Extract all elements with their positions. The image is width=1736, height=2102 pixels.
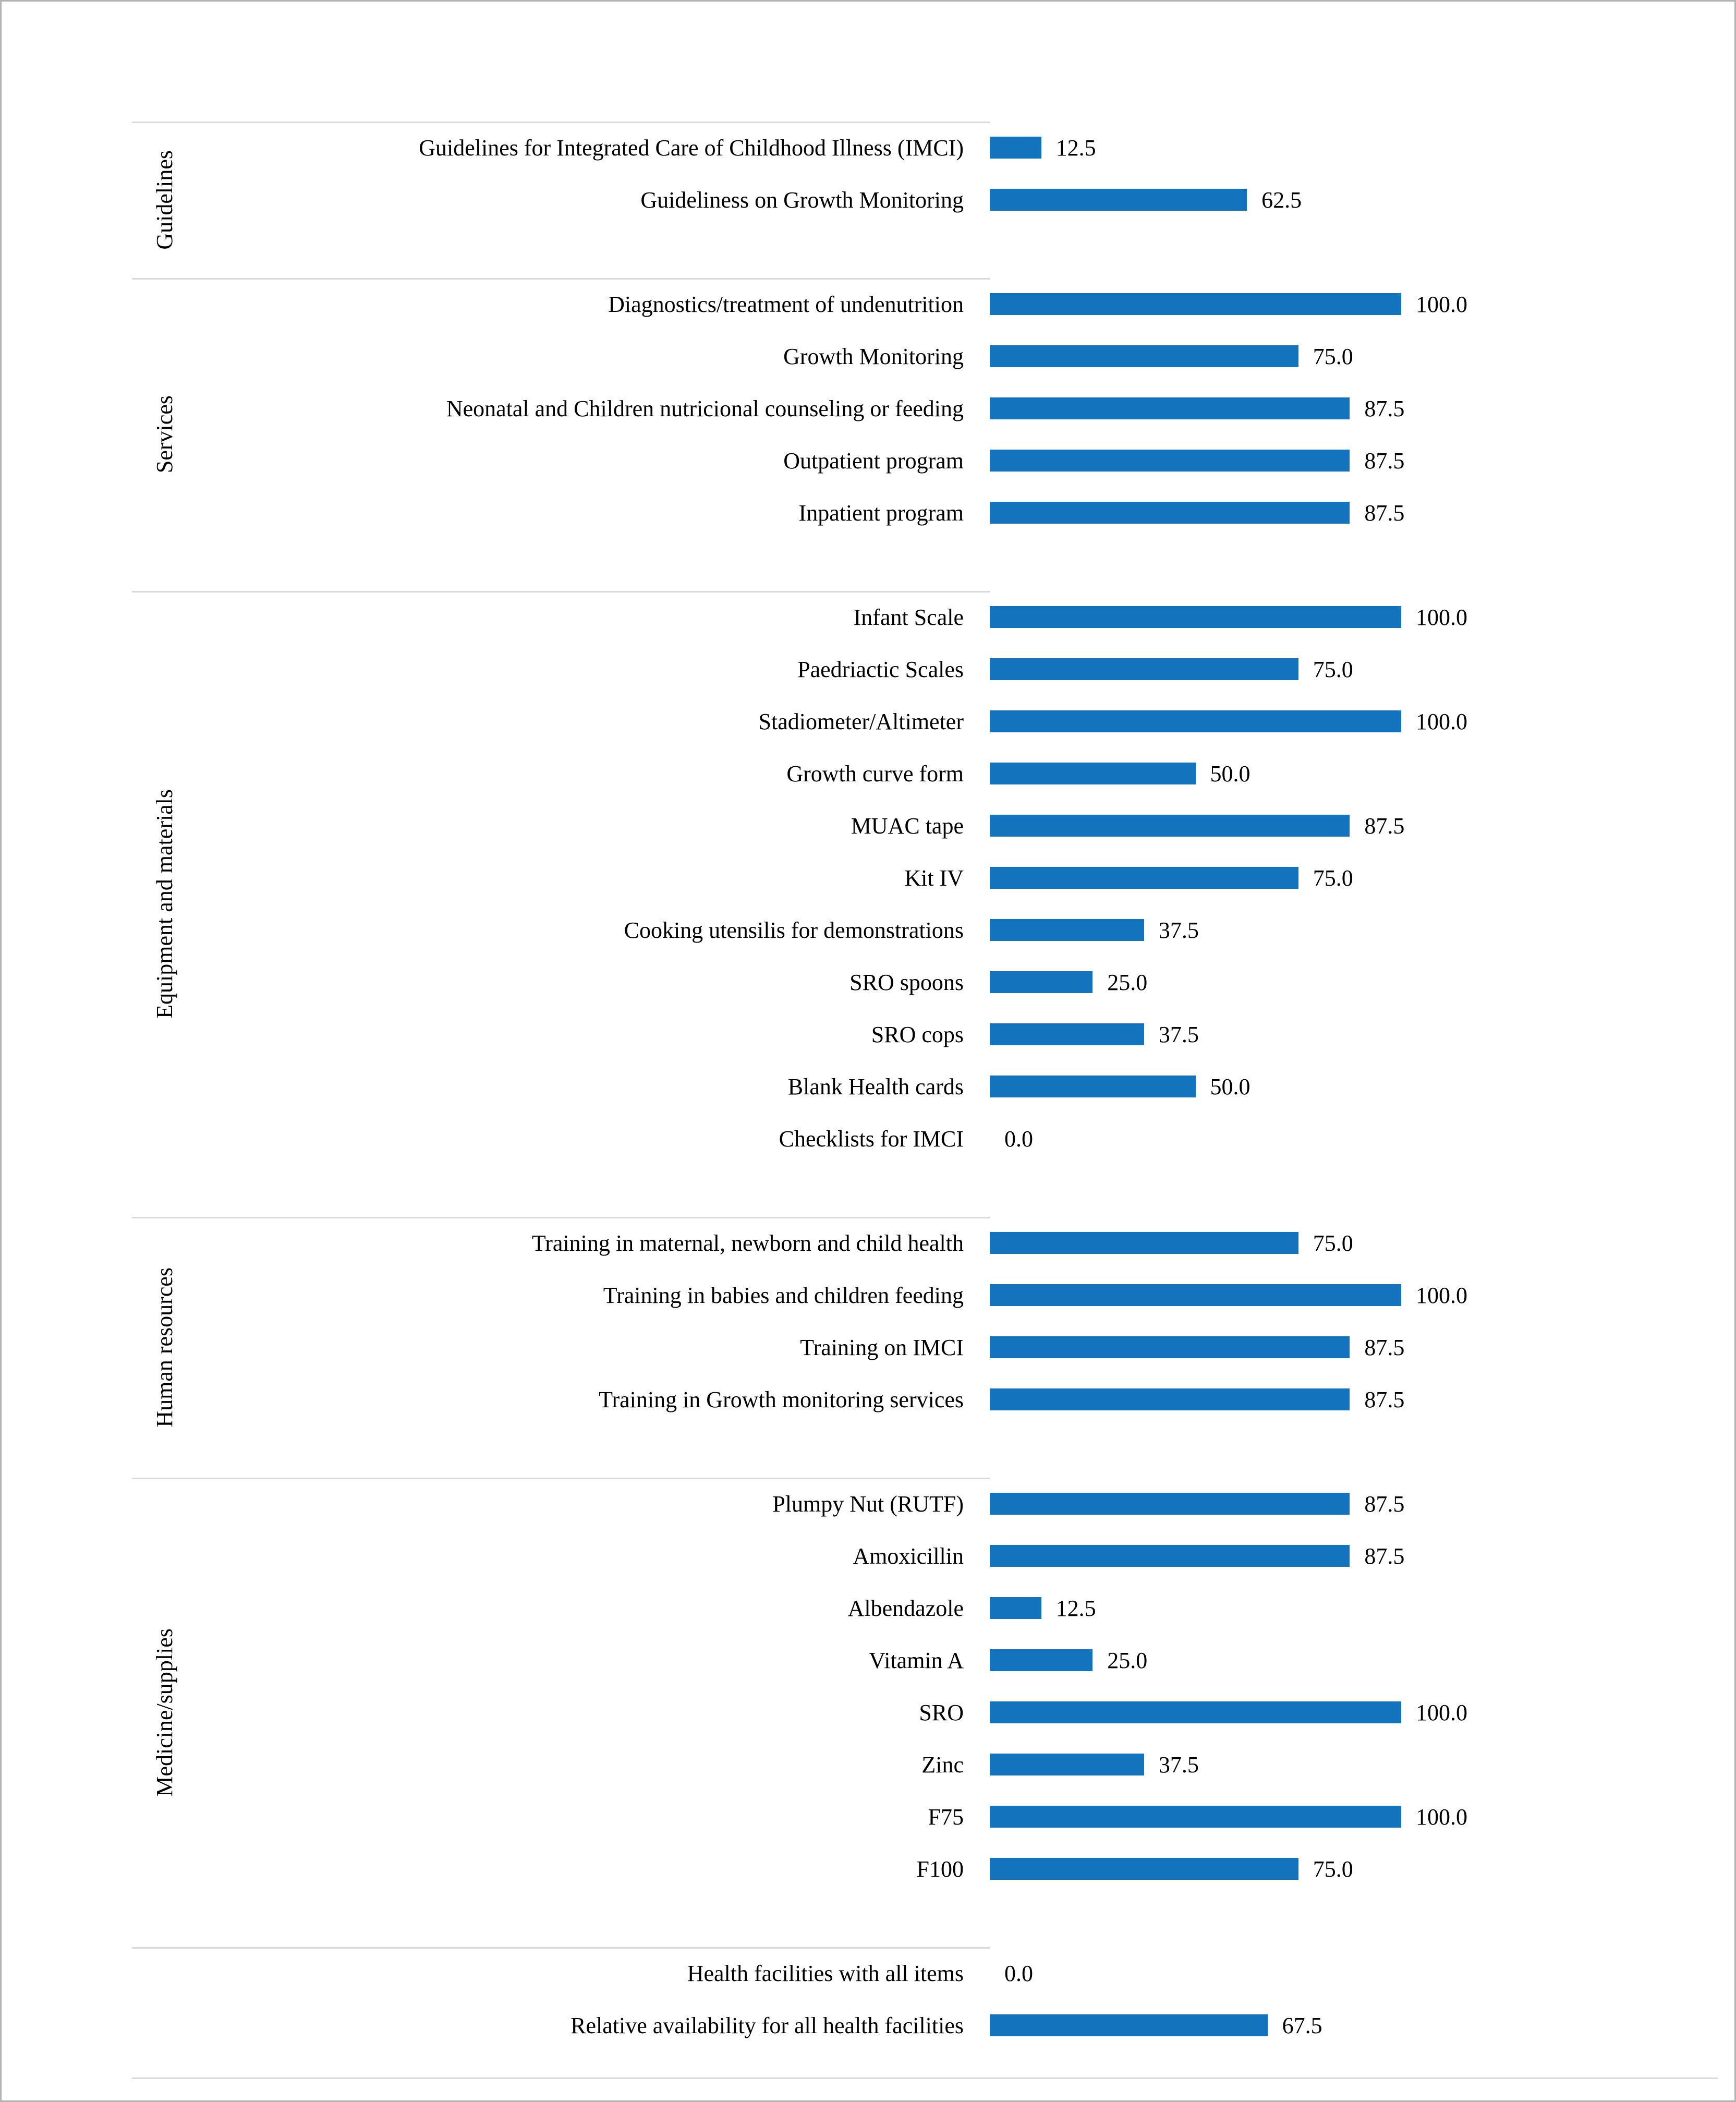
bar-area xyxy=(990,1021,1718,1048)
category-label: SRO spoons xyxy=(849,969,964,995)
category-label: F100 xyxy=(916,1856,964,1882)
chart-group xyxy=(132,591,1718,1217)
value-label: 100.0 xyxy=(1416,708,1467,734)
group-rows xyxy=(197,1947,1718,2077)
group-separator-line xyxy=(132,1947,990,1949)
bar-area xyxy=(990,1282,1718,1309)
value-label: 87.5 xyxy=(1364,448,1405,474)
bar xyxy=(990,1597,1041,1619)
value-label: 100.0 xyxy=(1416,604,1467,630)
chart-row xyxy=(197,852,1718,904)
bar xyxy=(990,345,1298,367)
bar-area xyxy=(990,656,1718,683)
bar-area xyxy=(990,448,1718,474)
bar-area xyxy=(990,2012,1718,2039)
group-axis-label-column xyxy=(132,1947,197,2077)
category-label: Inpatient program xyxy=(798,500,964,526)
chart-row xyxy=(197,330,1718,382)
bar xyxy=(990,1806,1401,1828)
category-label: Growth curve form xyxy=(786,760,964,787)
chart-row xyxy=(197,1373,1718,1426)
value-label: 87.5 xyxy=(1364,1334,1405,1360)
bar xyxy=(990,1545,1350,1567)
category-label: Stadiometer/Altimeter xyxy=(758,708,964,734)
bar-area xyxy=(990,1751,1718,1778)
category-label: Zinc xyxy=(921,1751,964,1778)
value-label: 87.5 xyxy=(1364,1386,1405,1412)
value-label: 100.0 xyxy=(1416,1282,1467,1308)
bar xyxy=(990,971,1092,993)
group-rows xyxy=(197,278,1718,591)
chart-row xyxy=(197,174,1718,226)
value-label: 87.5 xyxy=(1364,813,1405,839)
bar xyxy=(990,502,1350,524)
bar-area xyxy=(990,813,1718,839)
bar xyxy=(990,658,1298,680)
group-separator-line xyxy=(132,1217,990,1218)
chart-row xyxy=(197,1999,1718,2051)
value-label: 0.0 xyxy=(1004,1960,1033,1986)
chart-row xyxy=(197,591,1718,643)
bar xyxy=(990,1388,1350,1410)
value-label: 75.0 xyxy=(1313,865,1353,891)
chart-row xyxy=(197,382,1718,434)
bar xyxy=(990,815,1350,837)
category-label: Outpatient program xyxy=(783,448,964,474)
chart-row xyxy=(197,1478,1718,1530)
bar xyxy=(990,1023,1144,1045)
value-label: 75.0 xyxy=(1313,1230,1353,1256)
bar-area xyxy=(990,604,1718,631)
value-label: 37.5 xyxy=(1158,1021,1199,1047)
bar-area xyxy=(990,500,1718,526)
bar-area xyxy=(990,343,1718,370)
chart-row xyxy=(197,434,1718,487)
group-axis-label: Services xyxy=(152,395,177,474)
value-label: 62.5 xyxy=(1261,187,1302,213)
category-label: Relative availability for all health facilities xyxy=(570,2012,964,2038)
category-label: Infant Scale xyxy=(853,604,964,630)
bar-area xyxy=(990,1595,1718,1622)
bar xyxy=(990,763,1196,784)
chart-row xyxy=(197,1738,1718,1791)
group-axis-label: Equipment and materials xyxy=(152,789,177,1019)
value-label: 25.0 xyxy=(1107,969,1148,995)
category-label: Amoxicillin xyxy=(853,1543,964,1569)
chart-row xyxy=(197,1686,1718,1738)
group-rows xyxy=(197,591,1718,1217)
group-axis-label-column xyxy=(132,122,197,278)
chart-row xyxy=(197,122,1718,174)
category-label: Albendazole xyxy=(847,1595,964,1621)
value-label: 67.5 xyxy=(1282,2012,1322,2038)
chart-row xyxy=(197,278,1718,330)
category-label: Cooking utensilis for demonstrations xyxy=(624,917,964,943)
value-label: 12.5 xyxy=(1055,135,1096,161)
value-label: 100.0 xyxy=(1416,1804,1467,1830)
bar-area xyxy=(990,1073,1718,1100)
bar-area xyxy=(990,917,1718,944)
bar-area xyxy=(990,1543,1718,1569)
bar xyxy=(990,919,1144,941)
category-label: SRO cops xyxy=(871,1021,964,1047)
group-separator-line xyxy=(132,278,990,280)
value-label: 100.0 xyxy=(1416,291,1467,317)
category-label: Growth Monitoring xyxy=(783,343,964,369)
value-label: 50.0 xyxy=(1210,760,1251,787)
chart-row xyxy=(197,747,1718,800)
category-label: Training in babies and children feeding xyxy=(603,1282,964,1308)
chart-row xyxy=(197,1791,1718,1843)
bar xyxy=(990,606,1401,628)
chart-row xyxy=(197,1269,1718,1321)
chart-group xyxy=(132,1217,1718,1478)
group-axis-label-column xyxy=(132,1478,197,1947)
bar xyxy=(990,867,1298,889)
bar-area xyxy=(990,187,1718,213)
chart-row xyxy=(197,1843,1718,1895)
bar-area xyxy=(990,1126,1718,1152)
value-label: 100.0 xyxy=(1416,1699,1467,1725)
value-label: 75.0 xyxy=(1313,1856,1353,1882)
category-label: Plumpy Nut (RUTF) xyxy=(772,1491,964,1517)
value-label: 87.5 xyxy=(1364,395,1405,421)
group-separator-line xyxy=(132,1478,990,1479)
category-label: Paedriactic Scales xyxy=(797,656,964,682)
bar-chart xyxy=(132,122,1718,2079)
chart-row xyxy=(197,956,1718,1008)
category-label: MUAC tape xyxy=(851,813,964,839)
value-label: 12.5 xyxy=(1055,1595,1096,1621)
value-label: 87.5 xyxy=(1364,1543,1405,1569)
value-label: 87.5 xyxy=(1364,500,1405,526)
bar-area xyxy=(990,1804,1718,1830)
group-axis-label-column xyxy=(132,591,197,1217)
chart-row xyxy=(197,1530,1718,1582)
chart-row xyxy=(197,1060,1718,1113)
bar xyxy=(990,397,1350,419)
group-separator-line xyxy=(132,591,990,593)
category-label: Training in maternal, newborn and child health xyxy=(531,1230,964,1256)
chart-group xyxy=(132,1478,1718,1947)
value-label: 25.0 xyxy=(1107,1647,1148,1673)
bar-area xyxy=(990,1230,1718,1257)
category-label: Neonatal and Children nutricional counseling or feeding xyxy=(446,395,964,421)
category-label: Guideliness on Growth Monitoring xyxy=(640,187,964,213)
bar xyxy=(990,710,1401,732)
chart-row xyxy=(197,695,1718,747)
bar xyxy=(990,1858,1298,1880)
bar xyxy=(990,450,1350,472)
bar-area xyxy=(990,135,1718,161)
category-label: Diagnostics/treatment of undenutrition xyxy=(608,291,964,317)
group-rows xyxy=(197,1478,1718,1947)
bar xyxy=(990,189,1247,211)
axis-bottom-line xyxy=(132,2077,1718,2079)
bar xyxy=(990,2014,1268,2036)
group-axis-label: Human resources xyxy=(152,1267,177,1428)
bar-area xyxy=(990,395,1718,422)
chart-row xyxy=(197,1008,1718,1060)
chart-row xyxy=(197,643,1718,695)
bar-area xyxy=(990,1334,1718,1361)
category-label: Kit IV xyxy=(904,865,964,891)
chart-group xyxy=(132,122,1718,278)
bar-area xyxy=(990,1386,1718,1413)
bar-area xyxy=(990,760,1718,787)
group-separator-line xyxy=(132,122,990,123)
bar xyxy=(990,1076,1196,1097)
bar-area xyxy=(990,865,1718,891)
bar xyxy=(990,1649,1092,1671)
value-label: 50.0 xyxy=(1210,1073,1251,1100)
bar-area xyxy=(990,291,1718,318)
category-label: Guidelines for Integrated Care of Childhood Illness (IMCI) xyxy=(419,135,964,161)
chart-group xyxy=(132,278,1718,591)
bar-area xyxy=(990,1856,1718,1882)
chart-row xyxy=(197,1217,1718,1269)
bar xyxy=(990,1336,1350,1358)
group-axis-label-column xyxy=(132,1217,197,1478)
chart-row xyxy=(197,1113,1718,1165)
value-label: 37.5 xyxy=(1158,917,1199,943)
category-label: F75 xyxy=(928,1804,964,1830)
category-label: Blank Health cards xyxy=(787,1073,964,1100)
group-axis-label-column xyxy=(132,278,197,591)
bar xyxy=(990,1232,1298,1254)
bar xyxy=(990,1284,1401,1306)
chart-row xyxy=(197,1947,1718,1999)
chart-row xyxy=(197,800,1718,852)
bar-area xyxy=(990,1699,1718,1726)
bar-area xyxy=(990,708,1718,735)
chart-row xyxy=(197,904,1718,956)
bar-area xyxy=(990,1491,1718,1517)
category-label: Health facilities with all items xyxy=(687,1960,964,1986)
category-label: Vitamin A xyxy=(869,1647,964,1673)
category-label: Training on IMCI xyxy=(800,1334,964,1360)
bar xyxy=(990,1754,1144,1775)
value-label: 37.5 xyxy=(1158,1751,1199,1778)
bar xyxy=(990,1493,1350,1515)
chart-row xyxy=(197,487,1718,539)
value-label: 87.5 xyxy=(1364,1491,1405,1517)
chart-row xyxy=(197,1321,1718,1373)
group-rows xyxy=(197,1217,1718,1478)
value-label: 0.0 xyxy=(1004,1126,1033,1152)
category-label: Checklists for IMCI xyxy=(779,1126,964,1152)
category-label: Training in Growth monitoring services xyxy=(599,1386,964,1412)
bar xyxy=(990,293,1401,315)
bar-area xyxy=(990,1960,1718,1987)
bar xyxy=(990,1701,1401,1723)
group-axis-label: Medicine/supplies xyxy=(152,1628,177,1797)
bar-area xyxy=(990,1647,1718,1674)
chart-group xyxy=(132,1947,1718,2077)
bar xyxy=(990,137,1041,159)
chart-row xyxy=(197,1582,1718,1634)
bar-area xyxy=(990,969,1718,996)
chart-row xyxy=(197,1634,1718,1686)
group-axis-label: Guidelines xyxy=(152,150,177,250)
category-label: SRO xyxy=(919,1699,964,1725)
value-label: 75.0 xyxy=(1313,656,1353,682)
group-rows xyxy=(197,122,1718,278)
value-label: 75.0 xyxy=(1313,343,1353,369)
